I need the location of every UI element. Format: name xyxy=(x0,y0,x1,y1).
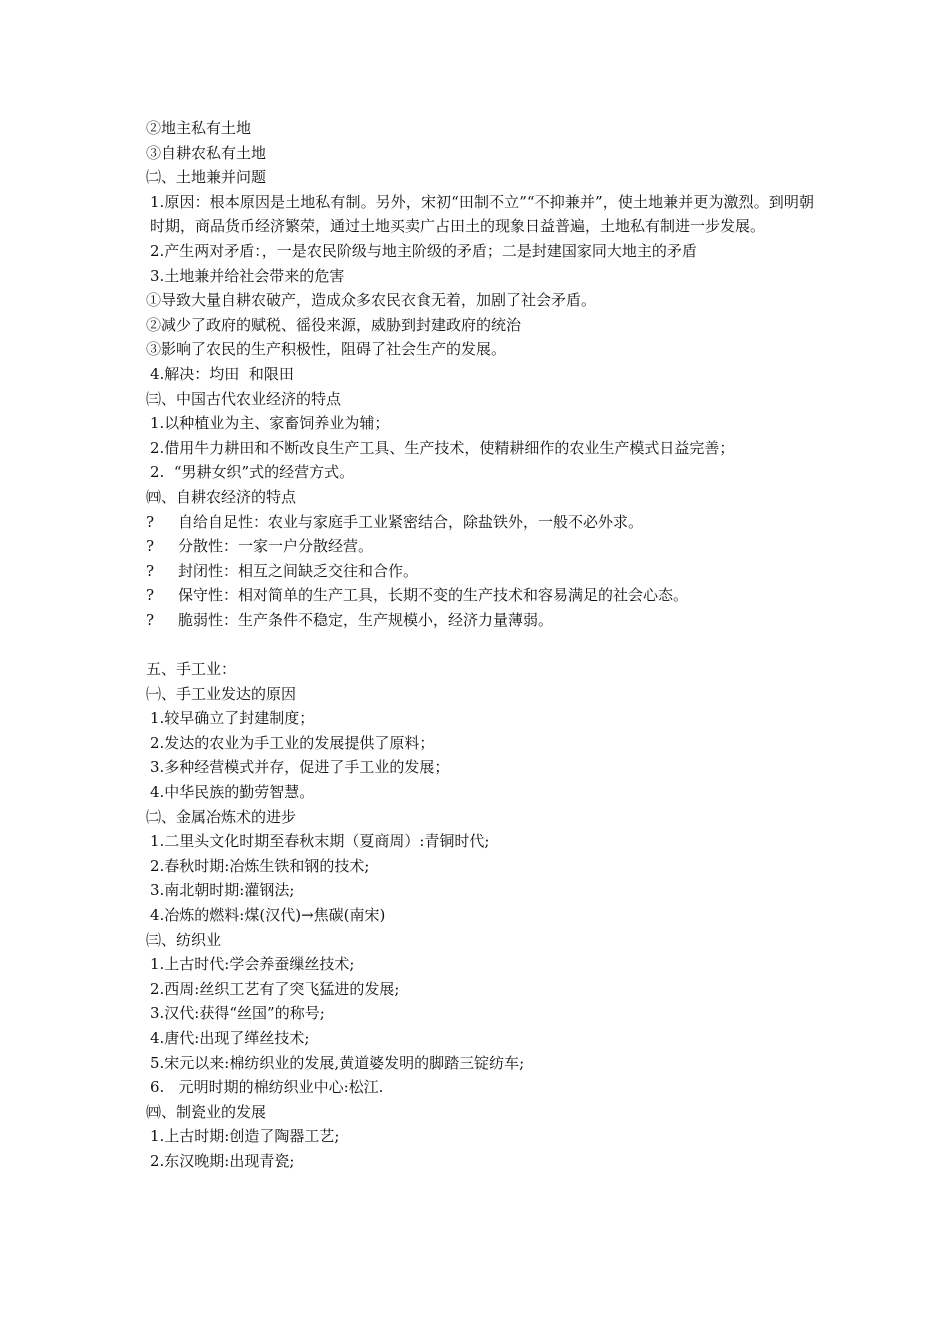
porcelain-item: 2.东汉晚期:出现青瓷; xyxy=(150,1151,295,1170)
land-type-line: ③自耕农私有土地 xyxy=(146,143,267,162)
textile-item: 1.上古时代:学会养蚕缫丝技术; xyxy=(150,955,355,974)
smallholder-feature-text: 脆弱性：生产条件不稳定，生产规模小，经济力量薄弱。 xyxy=(178,610,554,629)
section-heading-textile: ㈢、纺织业 xyxy=(146,930,222,949)
smallholder-feature-row xyxy=(146,608,814,633)
smallholder-feature-row xyxy=(146,510,814,535)
land-type-line: ②地主私有土地 xyxy=(146,119,252,137)
bullet-marker: ? xyxy=(146,610,155,629)
agri-feature-item: 2. “男耕女织”式的经营方式。 xyxy=(150,463,355,482)
smallholder-feature-row xyxy=(146,559,814,584)
section-heading-smallholder: ㈣、自耕农经济的特点 xyxy=(146,487,297,506)
annexation-solution: 4.解决：均田 和限田 xyxy=(150,364,294,383)
annexation-contradictions: 2.产生两对矛盾：，一是农民阶级与地主阶级的矛盾；二是封建国家同大地主的矛盾 xyxy=(150,241,697,260)
smallholder-feature-text: 自给自足性：农业与家庭手工业紧密结合，除盐铁外，一般不必外求。 xyxy=(178,512,644,531)
annexation-harm-title: 3.土地兼并给社会带来的危害 xyxy=(150,266,345,285)
annexation-harm-item: ②减少了政府的赋税、徭役来源，威胁到封建政府的统治 xyxy=(146,315,522,334)
annexation-cause: 1.原因：根本原因是土地私有制。另外，宋初“田制不立”“不抑兼并”，使土地兼并更为激烈。到明朝时期，商品货币经济繁荣，通过土地买卖广占田土的现象日益普遍，土地私有制进一步发展。 xyxy=(150,192,814,236)
textile-item: 3.汉代:获得“丝国”的称号; xyxy=(150,1004,325,1023)
smallholder-feature-row xyxy=(146,583,814,608)
section-heading-handicraft-reasons: ㈠、手工业发达的原因 xyxy=(146,684,297,703)
annexation-harm-item: ①导致大量自耕农破产，造成众多农民衣食无着，加剧了社会矛盾。 xyxy=(146,291,597,310)
porcelain-item: 1.上古时期:创造了陶器工艺; xyxy=(150,1127,340,1146)
textile-item: 4.唐代:出现了缂丝技术; xyxy=(150,1028,310,1047)
textile-item: 5.宋元以来:棉纺织业的发展,黄道婆发明的脚踏三锭纺车; xyxy=(150,1053,525,1072)
chapter-title-handicraft: 五、手工业： xyxy=(146,660,237,679)
textile-item: 6. 元明时期的棉纺织业中心:松江. xyxy=(150,1078,384,1097)
smallholder-feature-text: 封闭性：相互之间缺乏交往和合作。 xyxy=(178,561,419,580)
bullet-marker: ? xyxy=(146,537,155,556)
metallurgy-item: 4.冶炼的燃料:煤(汉代)→焦碳(南宋) xyxy=(150,906,386,924)
blank-line xyxy=(146,632,814,657)
metallurgy-item: 2.春秋时期:冶炼生铁和钢的技术; xyxy=(150,856,370,875)
section-heading-porcelain: ㈣、制瓷业的发展 xyxy=(146,1102,267,1121)
handicraft-reason-item: 3.多种经营模式并存，促进了手工业的发展； xyxy=(150,758,450,777)
annexation-harm-item: ③影响了农民的生产积极性，阻碍了社会生产的发展。 xyxy=(146,340,507,359)
bullet-marker: ? xyxy=(146,561,155,580)
handicraft-reason-item: 4.中华民族的勤劳智慧。 xyxy=(150,783,315,802)
metallurgy-item: 1.二里头文化时期至春秋末期（夏商周）:青铜时代; xyxy=(150,832,490,851)
section-heading-metallurgy: ㈡、金属冶炼术的进步 xyxy=(146,807,297,826)
smallholder-feature-text: 保守性：相对简单的生产工具，长期不变的生产技术和容易满足的社会心态。 xyxy=(178,586,689,605)
handicraft-reason-item: 1.较早确立了封建制度； xyxy=(150,709,315,728)
section-heading-annexation: ㈡、土地兼并问题 xyxy=(146,168,267,187)
agri-feature-item: 1.以种植业为主、家畜饲养业为辅； xyxy=(150,414,390,433)
handicraft-reason-item: 2.发达的农业为手工业的发展提供了原料； xyxy=(150,733,435,752)
document-body xyxy=(146,116,814,1174)
bullet-marker: ? xyxy=(146,586,155,605)
metallurgy-item: 3.南北朝时期:灌钢法; xyxy=(150,881,295,900)
smallholder-feature-text: 分散性：一家一户分散经营。 xyxy=(178,537,374,556)
smallholder-feature-row xyxy=(146,534,814,559)
agri-feature-item: 2.借用牛力耕田和不断改良生产工具、生产技术，使精耕细作的农业生产模式日益完善； xyxy=(150,438,735,457)
section-heading-agri-features: ㈢、中国古代农业经济的特点 xyxy=(146,389,342,408)
bullet-marker: ? xyxy=(146,512,155,531)
textile-item: 2.西周:丝织工艺有了突飞猛进的发展; xyxy=(150,979,400,998)
